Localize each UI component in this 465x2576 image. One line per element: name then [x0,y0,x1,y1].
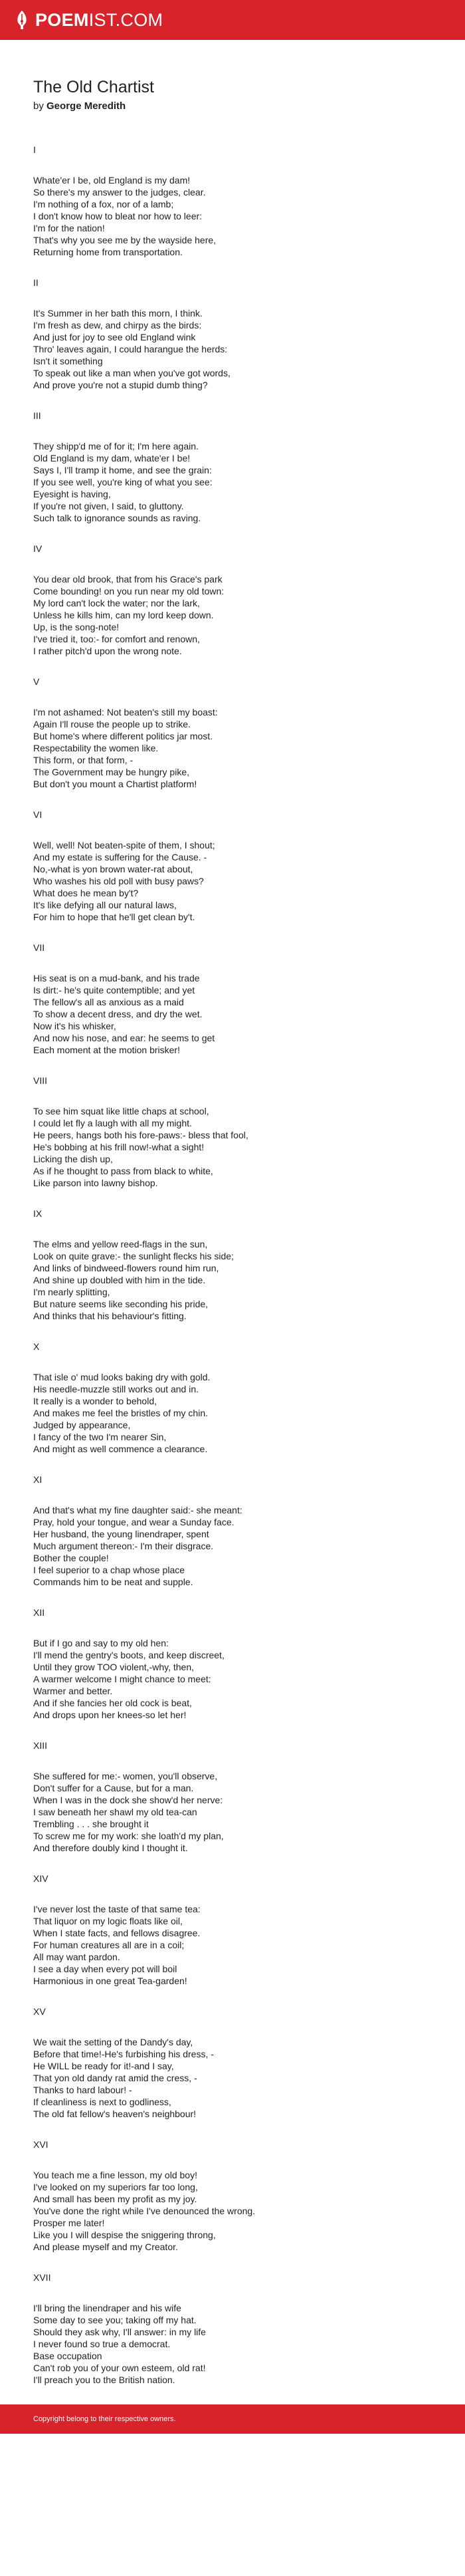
poem-line: And therefore doubly kind I thought it. [33,1843,188,1853]
poem-line: Returning home from transportation. [33,247,183,257]
stanza-number: X [33,1341,40,1352]
poem-line: Prosper me later! [33,2218,105,2228]
site-header [0,0,465,40]
poem-line: I fancy of the two I'm nearer Sin, [33,1432,167,1442]
stanza [33,2271,432,2386]
poem-line: And that's what my fine daughter said:- she meant: [33,1505,242,1515]
poem-line: And links of bindweed-flowers round him run, [33,1263,219,1273]
logo-text-bold: POEM [35,9,89,30]
poem-line: But nature seems like seconding his pride, [33,1299,209,1309]
poem-line: This form, or that form, - [33,755,134,765]
poem-line: I feel superior to a chap whose place [33,1565,185,1575]
poem-line: But don't you mount a Chartist platform! [33,779,197,789]
poem-line: And now his nose, and ear: he seems to get [33,1033,215,1043]
poem-line: No,-what is yon brown water-rat about, [33,864,193,874]
poem-line: Is dirt:- he's quite contemptible; and yet [33,985,195,995]
poem-line: I don't know how to bleat nor how to leer: [33,211,203,221]
poem-line: I rather pitch'd upon the wrong note. [33,646,182,656]
poem-line: I never found so true a democrat. [33,2339,171,2349]
poem-line: The Government may be hungry pike, [33,767,190,777]
poem-line: A warmer welcome I might chance to meet: [33,1674,211,1684]
poem-line: But if I go and say to my old hen: [33,1638,169,1648]
poem-line: Warmer and better. [33,1686,113,1696]
stanza [33,1075,432,1189]
poem-body [33,144,432,2386]
byline-prefix: by [33,100,44,112]
poem-line: Her husband, the young linendraper, spent [33,1529,209,1539]
poem-line: My lord can't lock the water; nor the lark, [33,598,200,608]
poem-line: I'm not ashamed: Not beaten's still my boast: [33,707,218,717]
stanza-number: XIV [33,1873,48,1884]
poem-line: I'm fresh as dew, and chirpy as the birds: [33,320,202,330]
poem-line: Look on quite grave:- the sunlight flecks his side; [33,1251,234,1261]
poem-line: They shipp'd me of for it; I'm here again. [33,441,199,451]
poem-line: Before that time!-He's furbishing his dress, - [33,2049,214,2059]
stanza [33,1739,432,1854]
stanza-number: VI [33,809,43,820]
poem-line: Don't suffer for a Cause, but for a man. [33,1783,194,1793]
site-logo[interactable] [15,10,163,31]
poem-line: Should they ask why, I'll answer: in my life [33,2327,206,2337]
stanza-number: XVII [33,2272,51,2283]
stanza-number: XI [33,1474,43,1485]
poem-line: She suffered for me:- women, you'll observe, [33,1771,218,1781]
stanza [33,676,432,790]
poem-line: And thinks that his behaviour's fitting. [33,1311,187,1321]
poem-line: Much argument thereon:- I'm their disgrace. [33,1541,214,1551]
poem-line: I've tried it, too:- for comfort and renown, [33,634,200,644]
poem-line: If you see well, you're king of what you see: [33,477,213,487]
poem-line: Each moment at the motion brisker! [33,1045,180,1055]
poem-line: All may want pardon. [33,1952,120,1962]
poem-line: You've done the right while I've denounced the wrong. [33,2206,256,2216]
stanza [33,2005,432,2120]
stanza [33,942,432,1056]
poem-line: And just for joy to see old England wink [33,332,196,342]
poem-line: Licking the dish up, [33,1154,113,1164]
poem-line: The old fat fellow's heaven's neighbour! [33,2109,197,2119]
poem-line: Up, is the song-note! [33,622,120,632]
poem-line: Isn't it something [33,356,103,366]
poem-line: Some day to see you; taking off my hat. [33,2315,197,2325]
poem-line: I've looked on my superiors far too long, [33,2182,198,2192]
poem-line: That yon old dandy rat amid the cress, - [33,2073,197,2083]
stanza-number: II [33,277,39,288]
poem-line: It's like defying all our natural laws, [33,900,177,910]
poem-line: Respectability the women like. [33,743,159,753]
poem-line: Come bounding! on you run near my old town: [33,586,225,596]
poem-line: Whate'er I be, old England is my dam! [33,175,191,186]
poem-line: I'm nothing of a fox, nor of a lamb; [33,199,174,209]
poem-line: When I state facts, and fellows disagree. [33,1928,201,1938]
poem-line: Like you I will despise the sniggering throng, [33,2230,216,2240]
poem-line: The fellow's all as anxious as a maid [33,997,184,1007]
stanza-number: I [33,144,36,155]
poem-line: And if she fancies her old cock is beat, [33,1698,192,1708]
poem-line: Base occupation [33,2351,102,2361]
stanza-number: VIII [33,1075,48,1086]
poem-line: But home's where different politics jar most. [33,731,213,741]
poem-line: To show a decent dress, and dry the wet. [33,1009,203,1019]
poem-line: Well, well! Not beaten-spite of them, I shout; [33,840,215,850]
stanza-number: XVI [33,2139,48,2150]
poem-line: Commands him to be neat and supple. [33,1577,193,1587]
poem-line: To screw me for my work: she loath'd my plan, [33,1831,224,1841]
poem-line: If you're not given, I said, to gluttony. [33,501,184,511]
poem-line: To speak out like a man when you've got words, [33,368,231,378]
stanza-number: III [33,410,41,421]
poem-line: His seat is on a mud-bank, and his trade [33,973,200,983]
poem-line: And shine up doubled with him in the tide. [33,1275,206,1285]
stanza [33,543,432,657]
poem-line: Trembling . . . she brought it [33,1819,149,1829]
stanza-number: IV [33,543,43,554]
stanza [33,1474,432,1588]
poem-line: Now it's his whisker, [33,1021,116,1031]
poem-line: And prove you're not a stupid dumb thing? [33,380,208,390]
poem-line: And small has been my profit as my joy. [33,2194,197,2204]
poem-line: And drops upon her knees-so let her! [33,1710,187,1720]
poem-line: Pray, hold your tongue, and wear a Sunday face. [33,1517,234,1527]
stanza [33,277,432,391]
stanza [33,809,432,923]
author-name[interactable]: George Meredith [46,100,126,112]
stanza [33,1208,432,1322]
logo-text [35,10,163,31]
poem-line: And might as well commence a clearance. [33,1444,208,1454]
poem-line: That liquor on my logic floats like oil, [33,1916,183,1926]
poem-line: If cleanliness is next to godliness, [33,2097,171,2107]
poem-line: Eyesight is having, [33,489,111,499]
poem-line: He's bobbing at his frill now!-what a sight! [33,1142,205,1152]
poem-line: For him to hope that he'll get clean by't. [33,912,195,922]
poem-line: Thro' leaves again, I could harangue the herds: [33,344,228,354]
poem-line: Again I'll rouse the people up to strike. [33,719,191,729]
poem-line: I'm nearly splitting, [33,1287,110,1297]
poem-line: I saw beneath her shawl my old tea-can [33,1807,197,1817]
stanza-number: V [33,676,40,687]
poem-line: I could let fly a laugh with all my might. [33,1118,192,1128]
stanza-number: XV [33,2006,46,2017]
poem-line: Harmonious in one great Tea-garden! [33,1976,187,1986]
stanza-number: XII [33,1607,45,1618]
poem-line: I'll bring the linendraper and his wife [33,2303,181,2313]
poem-line: Thanks to hard labour! - [33,2085,132,2095]
site-footer [0,2404,465,2434]
poem-line: And my estate is suffering for the Cause. - [33,852,207,862]
poem-line: I'll preach you to the British nation. [33,2375,175,2385]
poem-line: That isle o' mud looks baking dry with gold. [33,1372,211,1382]
poem-line: When I was in the dock she show'd her nerve: [33,1795,223,1805]
byline [33,100,432,113]
poem-line: Until they grow TOO violent,-why, then, [33,1662,194,1672]
poem-line: To see him squat like little chaps at school, [33,1106,209,1116]
poem-line: So there's my answer to the judges, clear. [33,187,206,197]
poem-line: He peers, hangs both his fore-paws:- bless that fool, [33,1130,248,1140]
stanza [33,1607,432,1721]
stanza-number: IX [33,1208,43,1219]
poem-line: You dear old brook, that from his Grace's park [33,574,223,584]
poem-line: And please myself and my Creator. [33,2242,178,2252]
poem-line: He WILL be ready for it!-and I say, [33,2061,174,2071]
copyright-text: Copyright belong to their respective owners. [33,2415,176,2423]
poem-line: Unless he kills him, can my lord keep down. [33,610,214,620]
poem-line: And makes me feel the bristles of my chin. [33,1408,208,1418]
poem-line: It really is a wonder to behold, [33,1396,157,1406]
poem-line: Says I, I'll tramp it home, and see the grain: [33,465,212,475]
poem-line: Who washes his old poll with busy paws? [33,876,204,886]
stanza [33,2138,432,2253]
poem-line: I'm for the nation! [33,223,105,233]
poem-line: Bother the couple! [33,1553,109,1563]
main-content [0,40,465,2386]
poem-line: It's Summer in her bath this morn, I think. [33,308,203,319]
poem-line: As if he thought to pass from black to white, [33,1166,213,1176]
poem-line: I'll mend the gentry's boots, and keep discreet, [33,1650,225,1660]
stanza-number: VII [33,942,45,953]
poem-line: His needle-muzzle still works out and in. [33,1384,199,1394]
poem-line: Like parson into lawny bishop. [33,1178,158,1188]
stanza [33,144,432,258]
poem-line: Old England is my dam, whate'er I be! [33,453,191,463]
quill-icon [15,10,29,30]
stanza [33,410,432,524]
poem-line: That's why you see me by the wayside here, [33,235,217,245]
poem-title: The Old Chartist [33,78,155,96]
poem-line: For human creatures all are in a coil; [33,1940,185,1950]
poem-line: We wait the setting of the Dandy's day, [33,2037,193,2047]
poem-line: Such talk to ignorance sounds as raving. [33,513,201,523]
poem-line: Can't rob you of your own esteem, old rat! [33,2363,206,2373]
poem-line: I see a day when every pot will boil [33,1964,177,1974]
poem-line: The elms and yellow reed-flags in the sun, [33,1239,208,1249]
poem-line: Judged by appearance, [33,1420,131,1430]
stanza [33,1341,432,1455]
poem-line: What does he mean by't? [33,888,139,898]
logo-text-light: IST.COM [88,9,163,30]
poem-line: You teach me a fine lesson, my old boy! [33,2170,197,2180]
stanza-number: XIII [33,1740,48,1751]
stanza [33,1872,432,1987]
poem-line: I've never lost the taste of that same tea: [33,1904,201,1914]
